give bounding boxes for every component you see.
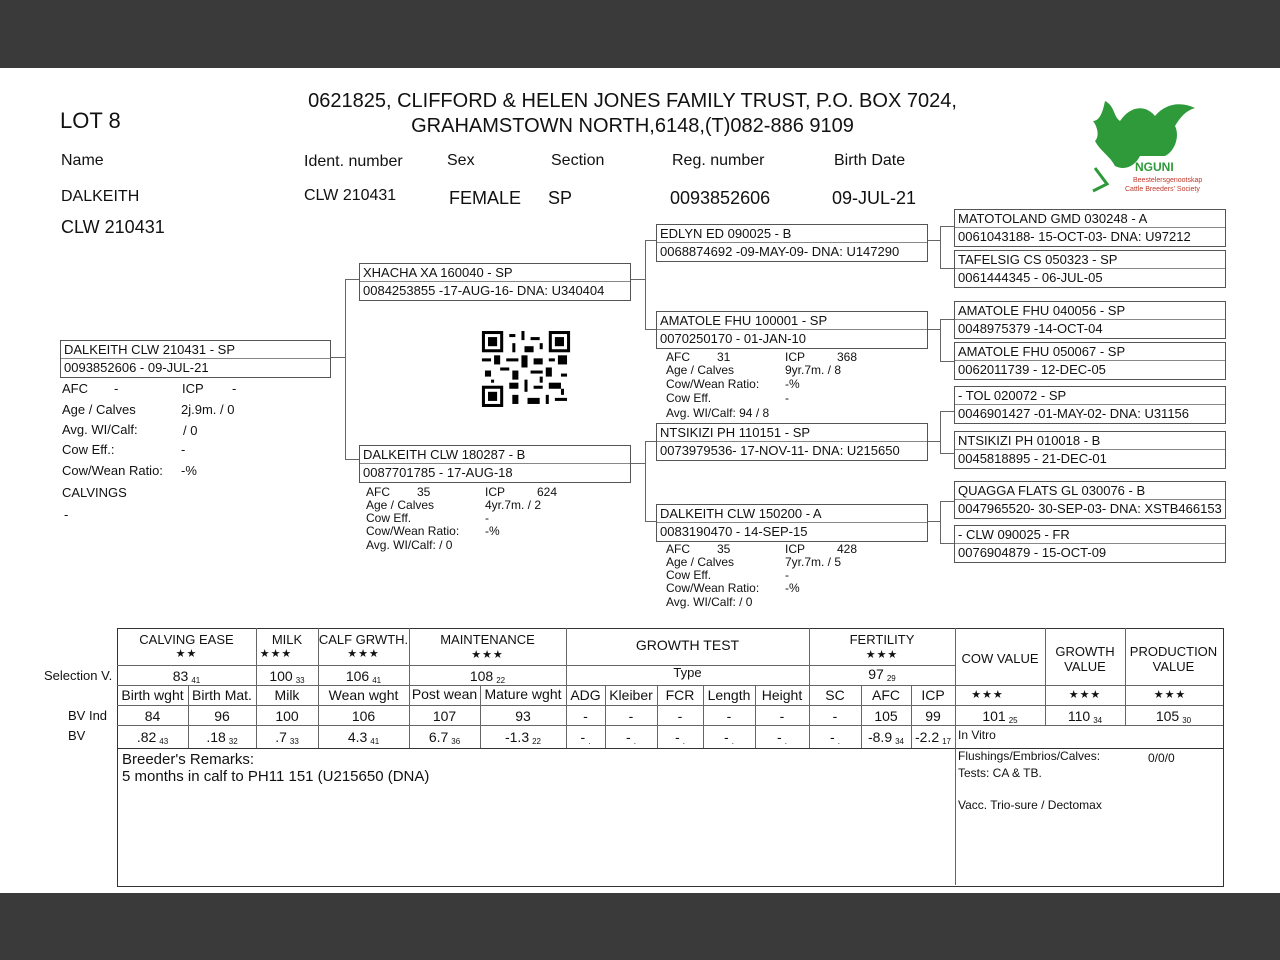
bv-icp: -2.2 xyxy=(914,729,940,745)
dd-icp-value: 428 xyxy=(837,542,858,556)
sd-reg: 0070250170 - 01-JAN-10 xyxy=(660,331,806,346)
remarks-text: 5 months in calf to PH11 151 (U215650 (DNA) xyxy=(122,768,430,785)
col-afc: AFC xyxy=(872,687,900,703)
milk-heading: MILK xyxy=(271,632,303,647)
sel-maint: 108 xyxy=(469,668,494,684)
gg-box-7 xyxy=(954,481,1226,519)
bvind-icp: 99 xyxy=(925,708,941,724)
ds-reg: 0073979536- 17-NOV-11- DNA: U215650 xyxy=(660,443,900,458)
growth-value-heading-1: GROWTH xyxy=(1055,644,1115,659)
gg8-title: - CLW 090025 - FR xyxy=(958,527,1070,542)
bv-afc: -8.9 xyxy=(867,729,893,745)
in-vitro-label: In Vitro xyxy=(958,728,996,742)
animal-reg: 0093852606 xyxy=(670,188,771,208)
animal-box-title: DALKEITH CLW 210431 - SP xyxy=(64,342,235,357)
calvings-label: CALVINGS xyxy=(62,485,127,500)
calving-stars: ★★ xyxy=(175,648,198,660)
bv-fcr: - xyxy=(675,729,680,745)
dd-age-label: Age / Calves xyxy=(666,555,735,569)
cow-value: 101 xyxy=(982,708,1006,724)
self-wi-label: Avg. WI/Calf: xyxy=(62,422,138,437)
self-age-value: 2j.9m. / 0 xyxy=(181,402,235,417)
logo-name: NGUNI xyxy=(1135,160,1174,174)
bvind-fcr: - xyxy=(677,708,683,724)
dd-eff-value: - xyxy=(785,568,789,582)
self-wi-value: / 0 xyxy=(183,423,198,438)
bv-acc: 36 xyxy=(451,737,461,746)
bv-acc: 33 xyxy=(289,737,299,746)
sel-calf: 106 xyxy=(345,668,370,684)
bv-acc: . xyxy=(837,737,840,746)
bv-acc: 22 xyxy=(532,737,542,746)
sel-maint-acc: 22 xyxy=(496,676,506,685)
header-section: Section xyxy=(551,152,605,169)
remarks-title: Breeder's Remarks: xyxy=(122,751,255,768)
bvind-post-wean: 107 xyxy=(432,708,457,724)
dd-title: DALKEITH CLW 150200 - A xyxy=(660,506,822,521)
dam-icp-value: 624 xyxy=(537,485,558,499)
sd-eff-value: - xyxy=(785,391,789,405)
sel-calving-acc: 41 xyxy=(191,676,201,685)
animal-box-reg: 0093852606 - 09-JUL-21 xyxy=(64,360,209,375)
dd-afc-value: 35 xyxy=(717,542,731,556)
calf-growth-heading: CALF GRWTH. xyxy=(318,632,409,647)
bv-acc: . xyxy=(588,737,591,746)
dd-wean-label: Cow/Wean Ratio: xyxy=(666,581,760,595)
gg-box-6 xyxy=(954,431,1226,469)
dam-eff-label: Cow Eff. xyxy=(366,511,412,525)
flushings-label: Flushings/Embrios/Calves: xyxy=(958,749,1101,763)
col-milk: Milk xyxy=(274,687,300,703)
gg1-reg: 0061043188- 15-OCT-03- DNA: U97212 xyxy=(958,229,1191,244)
lot-number: LOT 8 xyxy=(60,108,121,133)
dam-afc-value: 35 xyxy=(417,485,431,499)
bv-acc: 41 xyxy=(370,737,380,746)
growth-value: 110 xyxy=(1067,708,1091,724)
sd-wi: Avg. WI/Calf: 94 / 8 xyxy=(666,406,770,420)
dam-icp-label: ICP xyxy=(485,485,506,499)
type-label: Type xyxy=(673,665,702,680)
col-birth-mat: Birth Mat. xyxy=(192,687,252,703)
sel-calving: 83 xyxy=(172,668,189,684)
maintenance-stars: ★★★ xyxy=(471,649,504,661)
dam-sire-box xyxy=(656,423,928,461)
bv-acc: . xyxy=(731,737,734,746)
dam-age-label: Age / Calves xyxy=(366,498,435,512)
calving-ease-heading: CALVING EASE xyxy=(139,632,234,647)
bv-milk: .7 xyxy=(275,729,287,745)
sd-age-value: 9yr.7m. / 8 xyxy=(785,363,842,377)
logo-line-2: Cattle Breeders' Society xyxy=(1125,186,1200,193)
dam-box xyxy=(359,445,631,483)
self-afc-label: AFC xyxy=(62,381,88,396)
gg2-title: TAFELSIG CS 050323 - SP xyxy=(958,252,1118,267)
self-wean-label: Cow/Wean Ratio: xyxy=(62,463,163,478)
milk-stars: ★★★ xyxy=(259,648,293,660)
gg7-title: QUAGGA FLATS GL 030076 - B xyxy=(958,483,1146,498)
sel-fert-acc: 29 xyxy=(886,674,896,683)
cow-value-heading: COW VALUE xyxy=(961,651,1039,666)
col-height: Height xyxy=(761,687,803,703)
gg2-reg: 0061444345 - 06-JUL-05 xyxy=(958,270,1103,285)
calvings-value: - xyxy=(64,507,69,522)
col-post-wean: Post wean xyxy=(411,686,478,702)
fertility-heading: FERTILITY xyxy=(849,632,915,647)
growth-value-stars: ★★★ xyxy=(1068,689,1102,701)
bv-acc: 34 xyxy=(895,737,905,746)
bv-kleiber: - xyxy=(626,729,631,745)
gg6-reg: 0045818895 - 21-DEC-01 xyxy=(958,451,1107,466)
sd-afc-label: AFC xyxy=(666,350,690,364)
gg5-reg: 0046901427 -01-MAY-02- DNA: U31156 xyxy=(958,406,1190,421)
col-length: Length xyxy=(707,687,751,703)
qr-code-icon xyxy=(481,331,571,407)
gg7-reg: 0047965520- 30-SEP-03- DNA: XSTB466153 xyxy=(958,501,1222,516)
sd-eff-label: Cow Eff. xyxy=(666,391,712,405)
ss-reg: 0068874692 -09-MAY-09- DNA: U147290 xyxy=(660,244,900,259)
self-wean-value: -% xyxy=(181,463,197,478)
sire-title: XHACHA XA 160040 - SP xyxy=(363,265,513,280)
self-age-label: Age / Calves xyxy=(62,402,136,417)
vaccination-text: Vacc. Trio-sure / Dectomax xyxy=(958,798,1102,812)
col-sc: SC xyxy=(825,687,845,703)
sire-box xyxy=(359,263,631,301)
self-eff-label: Cow Eff.: xyxy=(62,442,115,457)
growth-test-heading: GROWTH TEST xyxy=(635,637,740,653)
flushings-value: 0/0/0 xyxy=(1148,751,1175,765)
pedigree-sheet xyxy=(0,68,1280,893)
gg3-reg: 0048975379 -14-OCT-04 xyxy=(958,321,1103,336)
gg4-reg: 0062011739 - 12-DEC-05 xyxy=(958,362,1106,377)
production-value-acc: 30 xyxy=(1182,716,1192,725)
col-mature-wght: Mature wght xyxy=(484,686,562,702)
sel-fert: 97 xyxy=(868,666,884,682)
growth-value-heading-2: VALUE xyxy=(1064,659,1106,674)
bvind-wean: 106 xyxy=(351,708,376,724)
sd-icp-label: ICP xyxy=(785,350,806,364)
bv-label: BV xyxy=(68,728,86,743)
production-value-stars: ★★★ xyxy=(1153,689,1187,701)
production-value-heading-1: PRODUCTION xyxy=(1129,644,1218,659)
ss-title: EDLYN ED 090025 - B xyxy=(660,226,792,241)
animal-section: SP xyxy=(548,188,573,208)
growth-value-acc: 34 xyxy=(1093,716,1103,725)
sd-title: AMATOLE FHU 100001 - SP xyxy=(660,313,828,328)
sire-dam-box xyxy=(656,311,928,349)
sel-milk: 100 xyxy=(269,668,293,684)
sel-milk-acc: 33 xyxy=(295,676,305,685)
bvind-birth-wght: 84 xyxy=(144,708,161,724)
header-reg: Reg. number xyxy=(672,152,765,169)
animal-birth: 09-JUL-21 xyxy=(832,188,917,208)
dd-icp-label: ICP xyxy=(785,542,806,556)
bv-mature: -1.3 xyxy=(504,729,530,745)
owner-line-1: 0621825, CLIFFORD & HELEN JONES FAMILY TRUST, P.O. BOX 7024, xyxy=(308,90,957,112)
gg-box-4 xyxy=(954,342,1226,380)
self-eff-value: - xyxy=(181,442,186,457)
gg4-title: AMATOLE FHU 050067 - SP xyxy=(958,344,1126,359)
animal-sex: FEMALE xyxy=(449,188,522,208)
bv-birth-mat: .18 xyxy=(206,729,226,745)
dam-eff-value: - xyxy=(485,511,489,525)
bv-acc: . xyxy=(784,737,787,746)
dam-reg: 0087701785 - 17-AUG-18 xyxy=(363,465,513,480)
bv-acc: . xyxy=(633,737,636,746)
gg-box-3 xyxy=(954,301,1226,339)
sd-wean-label: Cow/Wean Ratio: xyxy=(666,377,760,391)
header-birth: Birth Date xyxy=(834,152,906,169)
dd-wean-value: -% xyxy=(785,581,800,595)
dd-wi: Avg. WI/Calf: / 0 xyxy=(666,595,753,609)
bvind-length: - xyxy=(726,708,732,724)
gg6-title: NTSIKIZI PH 010018 - B xyxy=(958,433,1101,448)
bv-post-wean: 6.7 xyxy=(428,729,449,745)
bvind-milk: 100 xyxy=(275,708,299,724)
header-ident: Ident. number xyxy=(304,153,403,170)
bv-acc: . xyxy=(682,737,685,746)
ds-title: NTSIKIZI PH 110151 - SP xyxy=(660,425,811,440)
production-value: 105 xyxy=(1155,708,1180,724)
dam-dam-box xyxy=(656,504,928,542)
selection-label: Selection V. xyxy=(44,668,113,683)
animal-box xyxy=(60,340,331,378)
sire-reg: 0084253855 -17-AUG-16- DNA: U340404 xyxy=(363,283,605,298)
bvind-height: - xyxy=(779,708,785,724)
dam-wi: Avg. WI/Calf: / 0 xyxy=(366,538,453,552)
bv-wean: 4.3 xyxy=(347,729,368,745)
bvind-afc: 105 xyxy=(874,708,898,724)
col-fcr: FCR xyxy=(665,687,695,703)
nguni-logo xyxy=(1085,96,1205,196)
logo-line-1: Beestelersgenootskap xyxy=(1133,177,1203,184)
header-name: Name xyxy=(61,152,104,169)
sd-age-label: Age / Calves xyxy=(666,363,735,377)
gg-box-5 xyxy=(954,386,1226,424)
sire-sire-box xyxy=(656,224,928,262)
dd-age-value: 7yr.7m. / 5 xyxy=(785,555,842,569)
dam-title: DALKEITH CLW 180287 - B xyxy=(363,447,526,462)
bv-acc: 17 xyxy=(942,737,952,746)
gg5-title: - TOL 020072 - SP xyxy=(958,388,1067,403)
bvind-birth-mat: 96 xyxy=(214,708,230,724)
dam-afc-label: AFC xyxy=(366,485,390,499)
animal-name: DALKEITH xyxy=(61,188,140,205)
bv-adg: - xyxy=(580,729,586,745)
sel-calf-acc: 41 xyxy=(372,676,382,685)
gg-box-2 xyxy=(954,250,1226,288)
col-adg: ADG xyxy=(570,687,601,703)
gg3-title: AMATOLE FHU 040056 - SP xyxy=(958,303,1126,318)
sd-icp-value: 368 xyxy=(837,350,858,364)
fertility-stars: ★★★ xyxy=(865,649,899,661)
dam-wean-value: -% xyxy=(485,524,500,538)
col-birth-wght: Birth wght xyxy=(121,687,184,703)
col-wean-wght: Wean wght xyxy=(328,687,399,703)
owner-line-2: GRAHAMSTOWN NORTH,6148,(T)082-886 9109 xyxy=(411,115,854,137)
bvind-kleiber: - xyxy=(628,708,634,724)
calf-stars: ★★★ xyxy=(347,648,380,660)
col-kleiber: Kleiber xyxy=(609,687,653,703)
bvind-mature: 93 xyxy=(515,708,531,724)
col-icp: ICP xyxy=(921,687,945,703)
self-icp-label: ICP xyxy=(182,381,204,396)
dd-reg: 0083190470 - 14-SEP-15 xyxy=(660,524,808,539)
gg8-reg: 0076904879 - 15-OCT-09 xyxy=(958,545,1107,560)
bvind-sc: - xyxy=(832,708,838,724)
gg-box-8 xyxy=(954,525,1226,563)
cow-value-acc: 25 xyxy=(1008,716,1018,725)
gg-box-1 xyxy=(954,209,1226,247)
bv-ind-label: BV Ind xyxy=(68,708,108,723)
bv-acc: 32 xyxy=(228,737,238,746)
dam-age-value: 4yr.7m. / 2 xyxy=(485,498,542,512)
bv-sc: - xyxy=(830,729,835,745)
self-afc-value: - xyxy=(114,381,119,396)
tests-text: Tests: CA & TB. xyxy=(958,766,1042,780)
sd-wean-value: -% xyxy=(785,377,800,391)
dd-eff-label: Cow Eff. xyxy=(666,568,712,582)
dam-wean-label: Cow/Wean Ratio: xyxy=(366,524,460,538)
bv-height: - xyxy=(777,729,782,745)
production-value-heading-2: VALUE xyxy=(1152,659,1195,674)
bvind-adg: - xyxy=(583,708,588,724)
gg1-title: MATOTOLAND GMD 030248 - A xyxy=(958,211,1148,226)
dd-afc-label: AFC xyxy=(666,542,690,556)
animal-name-2: CLW 210431 xyxy=(61,217,165,237)
sd-afc-value: 31 xyxy=(717,350,731,364)
cow-value-stars: ★★★ xyxy=(971,689,1004,701)
maintenance-heading: MAINTENANCE xyxy=(440,632,535,647)
bv-birth-wght: .82 xyxy=(136,729,157,745)
bv-length: - xyxy=(724,729,729,745)
header-sex: Sex xyxy=(447,152,475,169)
self-icp-value: - xyxy=(232,381,237,396)
animal-ident: CLW 210431 xyxy=(304,187,397,204)
bv-acc: 43 xyxy=(159,737,169,746)
